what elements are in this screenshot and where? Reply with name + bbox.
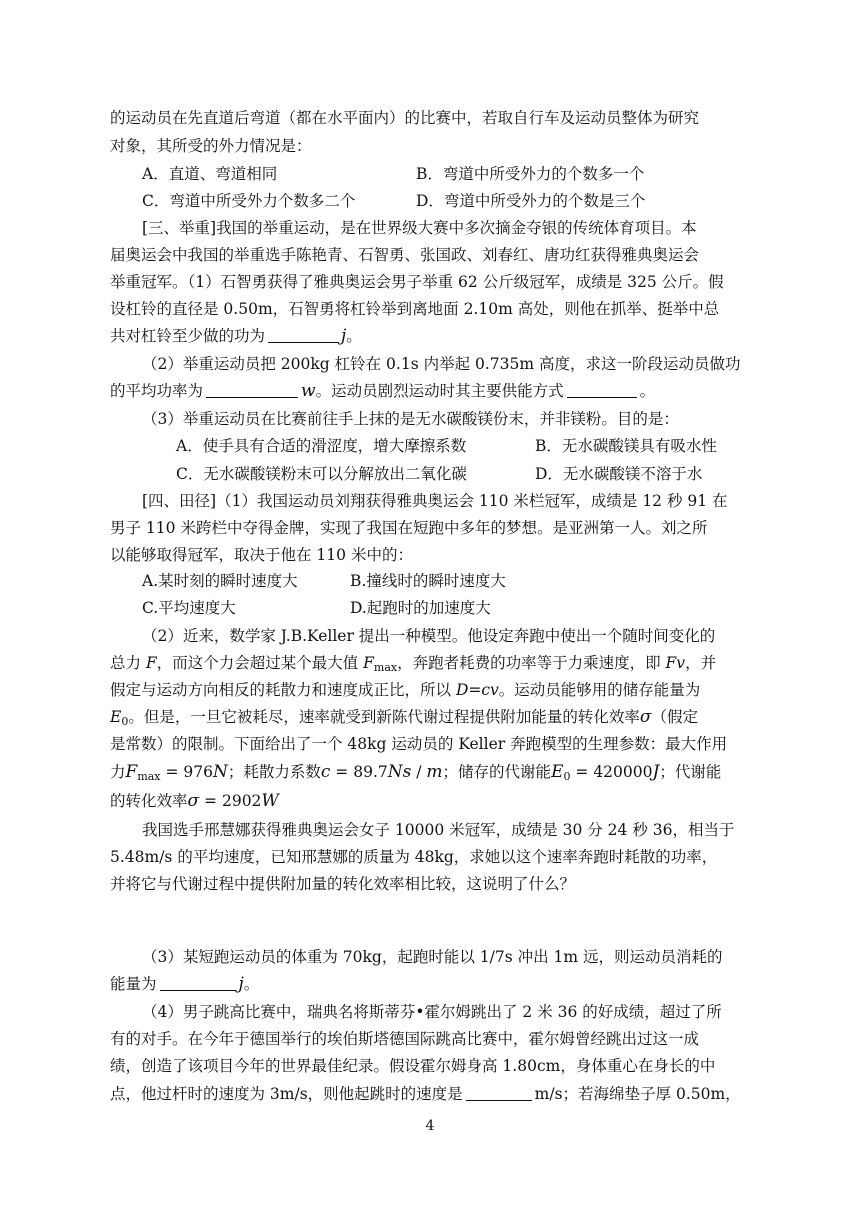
text-span: ，并 (685, 654, 717, 672)
text-line: 举重冠军。（1）石智勇获得了雅典奥运会男子举重 62 公斤级冠军，成绩是 325 公斤。假 (110, 273, 724, 291)
text-line: （4）男子跳高比赛中，瑞典名将斯蒂芬•霍尔姆跳出了 2 米 36 的好成绩，超过了所 (142, 1003, 722, 1021)
text-line: 是常数）的限制。下面给出了一个 48kg 运动员的 Keller 奔跑模型的生理参数：最大作用 (110, 735, 728, 753)
text-line (110, 707, 698, 732)
unit-symbol: w (301, 381, 316, 401)
math-subscript: 0 (563, 770, 571, 783)
text-span: ；代谢能 (659, 763, 722, 781)
option-b: B.撞线时的瞬时速度大 (350, 572, 506, 590)
text-line: 届奥运会中我国的举重选手陈艳青、石智勇、张国政、刘春红、唐功红获得雅典奥运会 (110, 246, 700, 264)
page-number: 4 (425, 1118, 435, 1134)
answer-blank (160, 975, 236, 991)
option-c: C．弯道中所受外力个数多二个 (142, 192, 356, 210)
option-a: A．直道、弯道相同 (142, 165, 278, 183)
text-line (110, 1084, 741, 1104)
unit-symbol: j (238, 974, 244, 994)
text-span: 共对杠铃至少做的功为 (110, 327, 266, 345)
text-line: （2）近来，数学家 J.B.Keller 提出一种模型。他设定奔跑中使出一个随时间变化的 (142, 627, 716, 645)
math-symbol: σ (187, 791, 200, 811)
math-symbol: J (652, 762, 660, 782)
option-a: A．使手具有合适的滑涩度，增大摩擦系数 (176, 437, 467, 455)
text-line: 对象，其所受的外力情况是： (110, 137, 312, 155)
text-line (110, 791, 279, 811)
text-line (110, 762, 721, 787)
option-b: B．弯道中所受外力的个数多一个 (416, 165, 645, 183)
text-line: [四、田径]（1）我国运动员刘翔获得雅典奥运会 110 米栏冠军，成绩是 12 秒 91 在 (142, 492, 728, 510)
math-symbol: E (110, 708, 122, 726)
text-span: 能量为 (110, 975, 157, 993)
text-span: m/s；若海绵垫子厚 0.50m， (534, 1085, 741, 1103)
text-line: 绩，创造了该项目今年的世界最佳纪录。假设霍尔姆身高 1.80cm，身体重心在身长的中 (110, 1057, 716, 1075)
text-line: 有的对手。在今年于德国举行的埃伯斯塔德国际跳高比赛中，霍尔姆曾经跳出过这一成 (110, 1030, 700, 1048)
math-symbol: Ns (387, 762, 412, 782)
math-symbol: N (212, 762, 228, 782)
math-value: = 2902 (199, 792, 262, 810)
text-span: （假定 (651, 708, 698, 726)
math-symbol: F (363, 654, 374, 672)
math-symbol: Fv (665, 654, 686, 672)
text-line (110, 653, 716, 678)
math-symbol: E (551, 762, 564, 782)
text-span: 的平均功率为 (110, 382, 204, 400)
text-span: 。运动员剧烈运动时其主要供能方式 (315, 382, 564, 400)
math-symbol: F (125, 762, 138, 782)
math-subscript: 0 (121, 715, 129, 728)
text-span: ；储存的代谢能 (442, 763, 552, 781)
text-span: 的转化效率 (110, 792, 188, 810)
math-symbol: m (426, 762, 443, 782)
option-c: C.平均速度大 (142, 599, 236, 617)
text-span: 。运动员能够用的储存能量为 (498, 681, 701, 699)
text-line (110, 680, 700, 700)
answer-blank (206, 382, 298, 398)
math-symbol: c (320, 762, 331, 782)
math-value: = 89.7 (330, 763, 388, 781)
math-value: / (411, 763, 427, 781)
math-value: = 420000 (570, 763, 653, 781)
text-line: 5.48m/s 的平均速度，已知邢慧娜的质量为 48kg，求她以这个速率奔跑时耗散的功率， (110, 848, 718, 866)
text-line (110, 326, 362, 346)
text-line: 并将它与代谢过程中提供附加量的转化效率相比较，这说明了什么？ (110, 875, 576, 893)
math-symbol: σ (639, 707, 652, 727)
math-symbol: W (261, 791, 279, 811)
text-line: [三、举重]我国的举重运动，是在世界级大赛中多次摘金夺银的传统体育项目。本 (142, 219, 697, 237)
answer-blank (466, 1085, 532, 1101)
answer-blank (268, 327, 338, 343)
option-d: D.起跑时的加速度大 (350, 599, 491, 617)
text-span: 。 (346, 327, 362, 345)
option-d: D．弯道中所受外力的个数是三个 (416, 192, 646, 210)
text-span: 力 (110, 763, 126, 781)
text-line: 我国选手邢慧娜获得雅典奥运会女子 10000 米冠军，成绩是 30 分 24 秒 36，相当于 (142, 821, 735, 839)
math-symbol: D=cv (455, 681, 499, 699)
text-span: 点，他过杆时的速度为 3m/s，则他起跳时的速度是 (110, 1085, 463, 1103)
text-line: 以能够取得冠军，取决于他在 110 米中的： (110, 546, 413, 564)
option-d: D．无水碳酸镁不溶于水 (535, 465, 703, 483)
text-line: 男子 110 米跨栏中夺得金牌，实现了我国在短跑中多年的梦想。是亚洲第一人。刘之所 (110, 519, 708, 537)
text-line: （3）举重运动员在比赛前往手上抹的是无水碳酸镁份末，并非镁粉。目的是： (142, 410, 679, 428)
option-b: B．无水碳酸镁具有吸水性 (535, 437, 717, 455)
text-line (110, 974, 259, 994)
unit-symbol: j (341, 326, 347, 346)
text-line (110, 381, 655, 401)
text-span: 总力 (110, 654, 146, 672)
text-line: （2）举重运动员把 200kg 杠铃在 0.1s 内举起 0.735m 高度，求这一阶段运动员做功 (142, 355, 741, 373)
text-span: 。 (639, 382, 656, 400)
text-line: （3）某短跑运动员的体重为 70kg，起跑时能以 1/7s 冲出 1m 远，则运动员消耗的 (142, 948, 723, 966)
math-subscript: max (137, 770, 161, 783)
text-span: 。但是，一旦它被耗尽，速率就受到新陈代谢过程提供附加能量的转化效率 (128, 708, 640, 726)
text-line: 设杠铃的直径是 0.50m，石智勇将杠铃举到离地面 2.10m 高处，则他在抓举、挺举中总 (110, 300, 720, 318)
text-span: ，而这个力会超过某个最大值 (156, 654, 364, 672)
math-symbol: F (145, 654, 157, 672)
text-span: ，奔跑者耗费的功率等于力乘速度，即 (397, 654, 666, 672)
option-a: A.某时刻的瞬时速度大 (142, 572, 298, 590)
math-value: = 976 (160, 763, 213, 781)
option-c: C．无水碳酸镁粉末可以分解放出二氧化碳 (176, 465, 467, 483)
text-line: 的运动员在先直道后弯道（都在水平面内）的比赛中，若取自行车及运动员整体为研究 (110, 109, 700, 127)
text-span: 假定与运动方向相反的耗散力和速度成正比，所以 (110, 681, 456, 699)
text-span: ；耗散力系数 (227, 763, 321, 781)
text-span: 。 (243, 975, 260, 993)
answer-blank (567, 382, 637, 398)
math-subscript: max (373, 661, 398, 674)
